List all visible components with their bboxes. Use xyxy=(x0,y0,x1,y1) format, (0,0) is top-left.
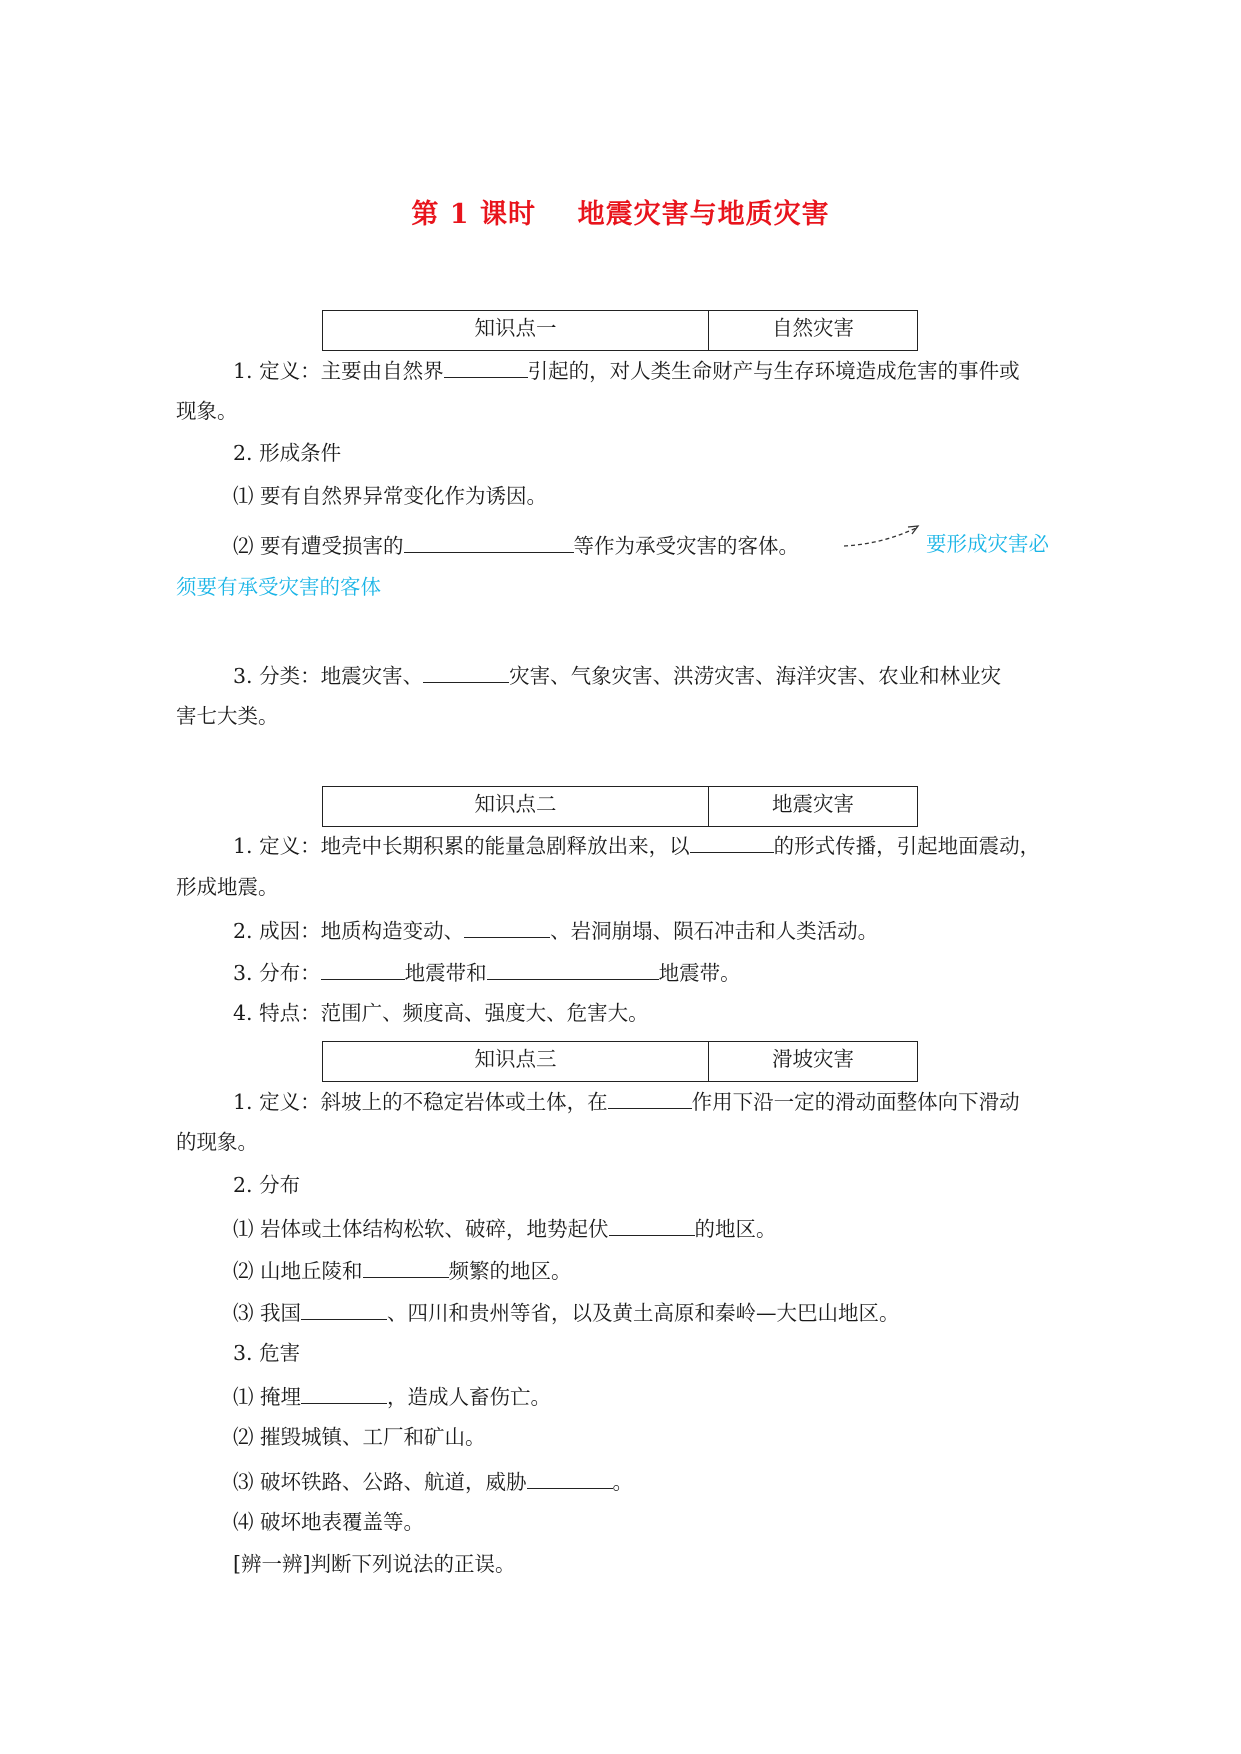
k3-harm-2: ⑵ 摧毁城镇、工厂和矿山。 xyxy=(233,1425,486,1449)
page-title: 第 1 课时 地震灾害与地质灾害 xyxy=(411,199,830,230)
k1-classification-cont: 害七大类。 xyxy=(176,704,279,728)
fill-blank[interactable] xyxy=(487,957,659,980)
k3-harm-4: ⑷ 破坏地表覆盖等。 xyxy=(233,1510,425,1534)
k2-cause-line: 2. 成因：地质构造变动、 、岩洞崩塌、陨石冲击和人类活动。 xyxy=(233,915,878,945)
fill-blank[interactable] xyxy=(301,1381,387,1404)
knowledge-box-1 xyxy=(322,310,918,351)
knowledge-topic: 自然灾害 xyxy=(772,316,854,340)
fill-blank[interactable] xyxy=(464,915,550,938)
k1-definition-cont: 现象。 xyxy=(176,399,238,423)
k3-harm-heading: 3. 危害 xyxy=(233,1341,301,1365)
k2-distribution-line: 3. 分布： 地震带和 地震带。 xyxy=(233,957,741,987)
k1-conditions-heading: 2. 形成条件 xyxy=(233,441,342,465)
k1-condition-1: ⑴ 要有自然界异常变化作为诱因。 xyxy=(233,484,548,508)
knowledge-box-3 xyxy=(322,1041,918,1082)
knowledge-label: 知识点三 xyxy=(323,1042,709,1081)
knowledge-topic: 地震灾害 xyxy=(772,792,854,816)
knowledge-label: 知识点二 xyxy=(323,787,709,826)
fill-blank[interactable] xyxy=(301,1297,387,1320)
k3-distribution-heading: 2. 分布 xyxy=(233,1173,301,1197)
k1-definition-line: 1. 定义：主要由自然界 引起的，对人类生命财产与生存环境造成危害的事件或 xyxy=(233,355,1020,385)
fill-blank[interactable] xyxy=(321,957,405,980)
k2-definition-cont: 形成地震。 xyxy=(176,875,279,899)
fill-blank[interactable] xyxy=(423,660,509,683)
annotation-note: 要形成灾害必 xyxy=(926,532,1049,556)
k2-features: 4. 特点：范围广、频度高、强度大、危害大。 xyxy=(233,1001,649,1025)
fill-blank[interactable] xyxy=(363,1255,449,1278)
dashed-arrow-icon xyxy=(842,522,922,550)
annotation-note-cont: 须要有承受灾害的客体 xyxy=(176,575,381,599)
k3-distribution-1: ⑴ 岩体或土体结构松软、破碎，地势起伏 的地区。 xyxy=(233,1213,777,1243)
knowledge-box-2 xyxy=(322,786,918,827)
judge-prompt: [辨一辨]判断下列说法的正误。 xyxy=(233,1552,516,1576)
fill-blank[interactable] xyxy=(690,830,774,853)
fill-blank[interactable] xyxy=(404,530,574,553)
k3-definition-cont: 的现象。 xyxy=(176,1130,258,1154)
fill-blank[interactable] xyxy=(444,355,528,378)
k3-definition-line: 1. 定义：斜坡上的不稳定岩体或土体，在 作用下沿一定的滑动面整体向下滑动 xyxy=(233,1086,1020,1116)
k3-distribution-3: ⑶ 我国 、四川和贵州等省，以及黄土高原和秦岭—大巴山地区。 xyxy=(233,1297,900,1327)
fill-blank[interactable] xyxy=(527,1466,613,1489)
knowledge-topic: 滑坡灾害 xyxy=(772,1047,854,1071)
k1-classification-line: 3. 分类：地震灾害、 灾害、气象灾害、洪涝灾害、海洋灾害、农业和林业灾 xyxy=(233,660,1001,690)
k3-harm-3: ⑶ 破坏铁路、公路、航道，威胁 。 xyxy=(233,1466,633,1496)
fill-blank[interactable] xyxy=(609,1213,695,1236)
fill-blank[interactable] xyxy=(608,1086,692,1109)
k3-distribution-2: ⑵ 山地丘陵和 频繁的地区。 xyxy=(233,1255,572,1285)
knowledge-label: 知识点一 xyxy=(323,311,709,350)
k2-definition-line: 1. 定义：地壳中长期积累的能量急剧释放出来，以 的形式传播，引起地面震动， xyxy=(233,830,1040,860)
k3-harm-1: ⑴ 掩埋 ，造成人畜伤亡。 xyxy=(233,1381,551,1411)
k1-condition-2: ⑵ 要有遭受损害的 等作为承受灾害的客体。 xyxy=(233,530,799,560)
